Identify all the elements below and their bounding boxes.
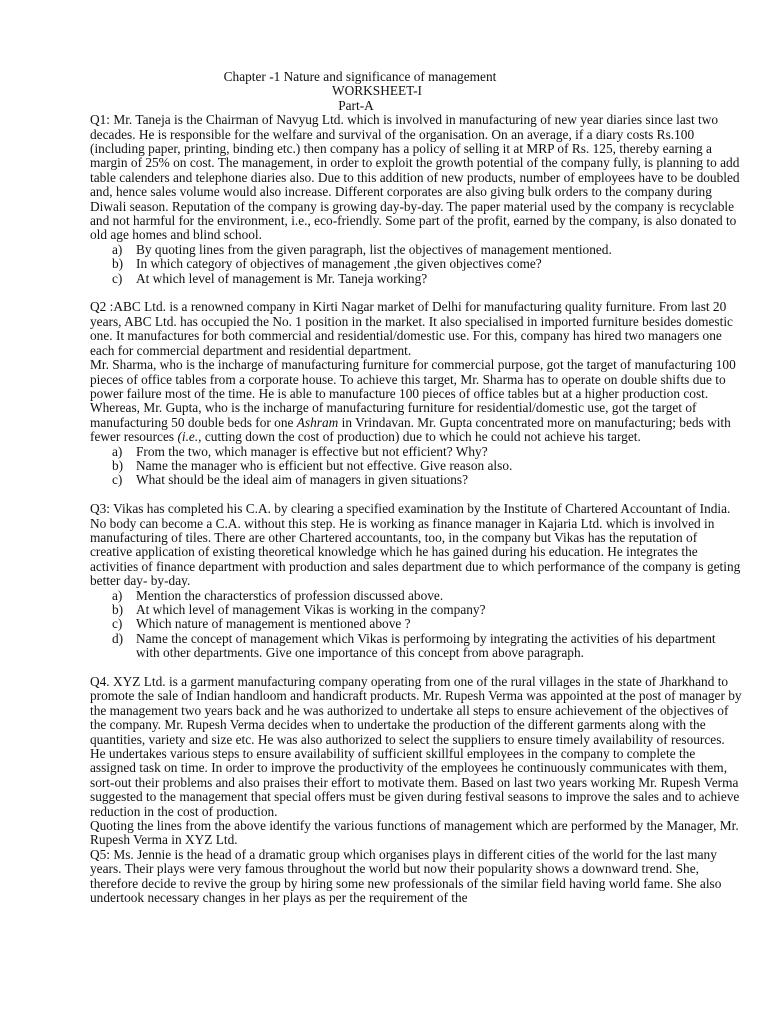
- list-item: a) By quoting lines from the given paragraph, list the objectives of management mentioned.: [112, 241, 612, 257]
- q2-paragraph-1: Q2 :ABC Ltd. is a renowned company in Kirti Nagar market of Delhi for manufacturing quality furniture. From last 20 years, ABC Ltd. has occupied the No. 1 position in the market. It also specialised in imported furniture besides domestic one. It manufactures for both commercial and residential/domestic use. For this, company has hired two managers one each for commercial department and residential department.: [90, 299, 733, 358]
- q3-subquestions: [90, 589, 742, 661]
- q1-subquestions: [90, 243, 742, 286]
- list-item: c) Which nature of management is mentioned above ?: [112, 616, 411, 632]
- chapter-title: Chapter -1 Nature and significance of management: [223, 69, 497, 84]
- q1-paragraph: Q1: Mr. Taneja is the Chairman of Navyug Ltd. which is involved in manufacturing of new year diaries since last two decades. He is responsible for the welfare and survival of the organisation. On an average, if a diary costs Rs.100 (including paper, printing, binding etc.) then company has a policy of selling it at MRP of Rs. 125, thereby earning a margin of 25% on cost. The management, in order to exploit the growth potential of the company fully, is planning to add table calenders and telephone diaries also. Due to this addition of new products, number of employees have to be doubled and, hence sales volume would also increase. Different corporates are also giving bulk orders to the company during Diwali season. Reputation of the company is growing day-by-day. The paper material used by the company is recyclable and not harmful for the environment, i.e., eco-friendly. Some part of the profit, earned by the company, is also donated to old age homes and blind school.: [90, 112, 740, 243]
- q2-paragraph-3: Whereas, Mr. Gupta, who is the incharge of manufacturing furniture for residential/domestic use, got the target of manufacturing 50 double beds for one Ashram in Vrindavan. Mr. Gupta concentrated more on manufacturing; beds with fewer resources (i.e., cutting down the cost of production) due to which he could not achieve his target.: [90, 400, 731, 445]
- q4-paragraph: Q4. XYZ Ltd. is a garment manufacturing company operating from one of the rural villages in the state of Jharkhand to promote the sale of Indian handloom and handicraft products. Mr. Rupesh Verma was appointed at the post of manager by the management two years back and he was authorized to undertake all steps to ensure achievement of the objectives of the company. Mr. Rupesh Verma decides when to undertake the production of the different garments along with the quantities, variety and size etc. He was also authorized to select the suppliers to ensure timely availability of resources. He undertakes various steps to ensure availability of sufficient skillful employees in the company to complete the assigned task on time. In order to improve the productivity of the employees he continuously communicates with them, sort-out their problems and also praises their effort to motivate them. Based on last two years working Mr. Rupesh Verma suggested to the management that special offers must be given during festival seasons to improve the sales and to achieve reduction in the cost of production.: [90, 674, 742, 819]
- list-item: c) What should be the ideal aim of managers in given situations?: [112, 472, 469, 488]
- part-title: Part-A: [338, 97, 374, 113]
- list-item: a) From the two, which manager is effective but not efficient? Why?: [112, 443, 488, 459]
- worksheet-title: WORKSHEET-I: [332, 83, 422, 99]
- list-item: b) In which category of objectives of management ,the given objectives come?: [112, 256, 542, 272]
- q2-subquestions: [90, 445, 742, 488]
- q5-paragraph: Q5: Ms. Jennie is the head of a dramatic group which organises plays in different cities of the world for the last many years. Their plays were very famous throughout the world but now their popularity shows a downward trend. She, therefore decide to revive the group by hiring some new professionals of the similar field having world fame. She also undertook necessary changes in her plays as per the requirement of the: [90, 846, 722, 906]
- q3-paragraph: Q3: Vikas has completed his C.A. by clearing a specified examination by the Institute of Chartered Accountant of India. No body can become a C.A. without this step. He is working as finance manager in Kajaria Ltd. which is involved in manufacturing of tiles. There are other Chartered accountants, too, in the company but Vikas has the reputation of creative application of existing theoretical knowledge which he has gained during his education. He integrates the activities of finance department with production and sales department due to which performance of the company is geting better day- by-day.: [90, 501, 741, 589]
- list-item: b) At which level of management Vikas is working in the company?: [112, 602, 486, 617]
- list-item: a) Mention the characterstics of profession discussed above.: [112, 587, 444, 603]
- list-item: d) Name the concept of management which Vikas is performoing by integrating the activities of his department with other departments. Give one importance of this concept from above paragraph.: [112, 630, 716, 661]
- list-item: c) At which level of management is Mr. Taneja working?: [112, 270, 428, 286]
- worksheet-page: [90, 70, 742, 906]
- q2-paragraph-2: Mr. Sharma, who is the incharge of manufacturing furniture for commercial purpose, got the target of manufacturing 100 pieces of office tables from a corporate house. To achieve this target, Mr. Sharma has to operate on double shifts due to power failure most of the time. He is able to manufacture 100 pieces of office tables but at a higher production cost.: [90, 357, 736, 401]
- q4-question: Quoting the lines from the above identify the various functions of management which are performed by the Manager, Mr. Rupesh Verma in XYZ Ltd.: [90, 818, 739, 848]
- list-item: b) Name the manager who is efficient but not effective. Give reason also.: [112, 457, 513, 473]
